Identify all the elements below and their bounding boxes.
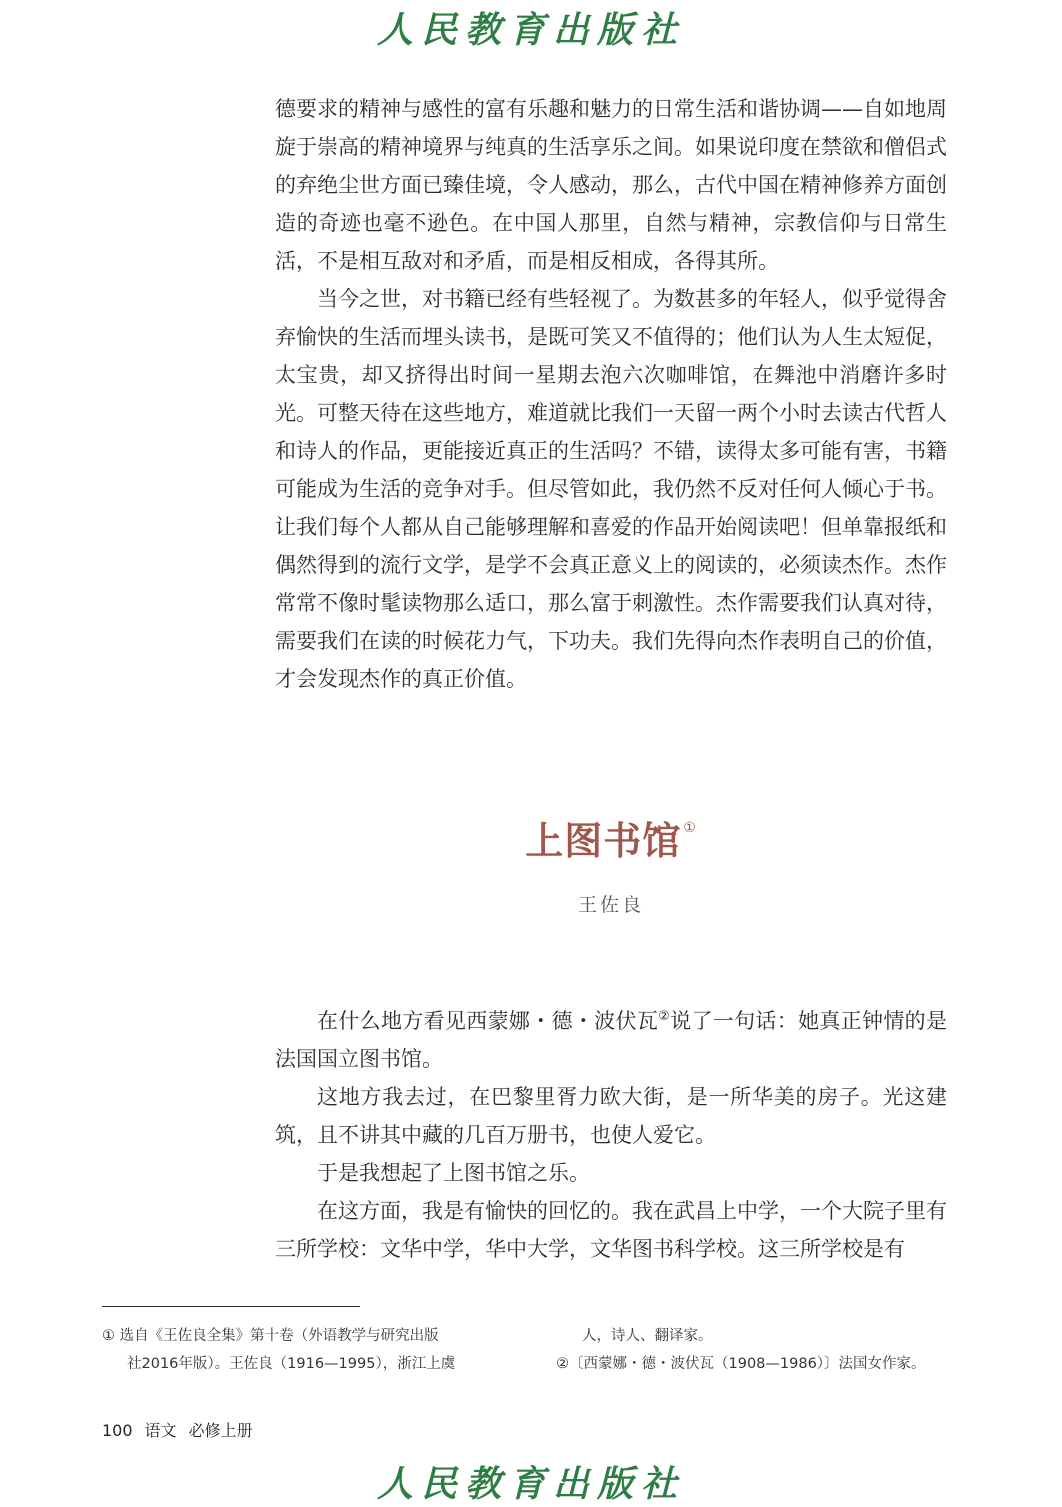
paragraph: 这地方我去过，在巴黎里胥力欧大街，是一所华美的房子。光这建筑，且不讲其中藏的几百万册书，也使人爱它。 bbox=[275, 1085, 947, 1147]
page-footer bbox=[102, 1418, 265, 1441]
book-subject: 语文 bbox=[144, 1421, 177, 1440]
footnote-2: ②〔西蒙娜・德・波伏瓦（1908—1986）〕法国女作家。 bbox=[556, 1356, 926, 1372]
body-text-top bbox=[275, 90, 947, 698]
paragraph bbox=[275, 998, 947, 1078]
publisher-watermark-bottom: 人民教育出版社 bbox=[376, 1463, 685, 1505]
footnote-1-continued: 人，诗人、翻译家。 bbox=[582, 1328, 713, 1344]
footnote-1 bbox=[102, 1322, 502, 1378]
paragraph: 当今之世，对书籍已经有些轻视了。为数甚多的年轻人，似乎觉得舍弃愉快的生活而埋头读书，是既可笑又不值得的；他们认为人生太短促，太宝贵，却又挤得出时间一星期去泡六次咖啡馆，在舞池中消磨许多时光。可整天待在这些地方，难道就比我们一天留一两个小时去读古代哲人和诗人的作品，更能接近真正的生活吗？不错，读得太多可能有害，书籍可能成为生活的竞争对手。但尽管如此，我仍然不反对任何人倾心于书。让我们每个人都从自己能够理解和喜爱的作品开始阅读吧！但单靠报纸和偶然得到的流行文学，是学不会真正意义上的阅读的，必须读杰作。杰作常常不像时髦读物那么适口，那么富于刺激性。杰作需要我们认真对待，需要我们在读的时候花力气，下功夫。我们先得向杰作表明自己的价值，才会发现杰作的真正价值。 bbox=[275, 287, 947, 691]
paragraph: 在这方面，我是有愉快的回忆的。我在武昌上中学，一个大院子里有三所学校：文华中学，华中大学，文华图书科学校。这三所学校是有 bbox=[275, 1199, 947, 1261]
paragraph-text: 说了一句话：她真正钟情的是法国国立图书馆。 bbox=[275, 1009, 948, 1071]
footnote-1-line-1: ① 选自《王佐良全集》第十卷（外语教学与研究出版 bbox=[102, 1328, 439, 1344]
footnote-marker: ① bbox=[683, 820, 697, 836]
paragraph: 德要求的精神与感性的富有乐趣和魅力的日常生活和谐协调——自如地周旋于崇高的精神境界与纯真的生活享乐之间。如果说印度在禁欲和僧侣式的弃绝尘世方面已臻佳境，令人感动，那么，古代中国在精神修养方面创造的奇迹也毫不逊色。在中国人那里，自然与精神，宗教信仰与日常生活，不是相互敌对和矛盾，而是相反相成，各得其所。 bbox=[275, 97, 947, 273]
page-number: 100 bbox=[102, 1421, 133, 1440]
book-volume: 必修上册 bbox=[188, 1421, 253, 1440]
article-author: 王佐良 bbox=[577, 894, 644, 916]
article-title bbox=[0, 810, 1062, 865]
paragraph: 于是我想起了上图书馆之乐。 bbox=[317, 1161, 590, 1185]
article-title-text: 上图书馆 bbox=[525, 818, 682, 863]
paragraph-text: 在什么地方看见西蒙娜・德・波伏瓦 bbox=[317, 1009, 659, 1033]
footnote-1-line-2: 社2016年版）。王佐良（1916—1995），浙江上虞 bbox=[127, 1356, 456, 1372]
footnote-divider bbox=[102, 1306, 360, 1307]
publisher-watermark-top: 人民教育出版社 bbox=[376, 9, 685, 51]
footnote-marker: ② bbox=[658, 1009, 671, 1024]
body-text-bottom bbox=[275, 998, 947, 1268]
